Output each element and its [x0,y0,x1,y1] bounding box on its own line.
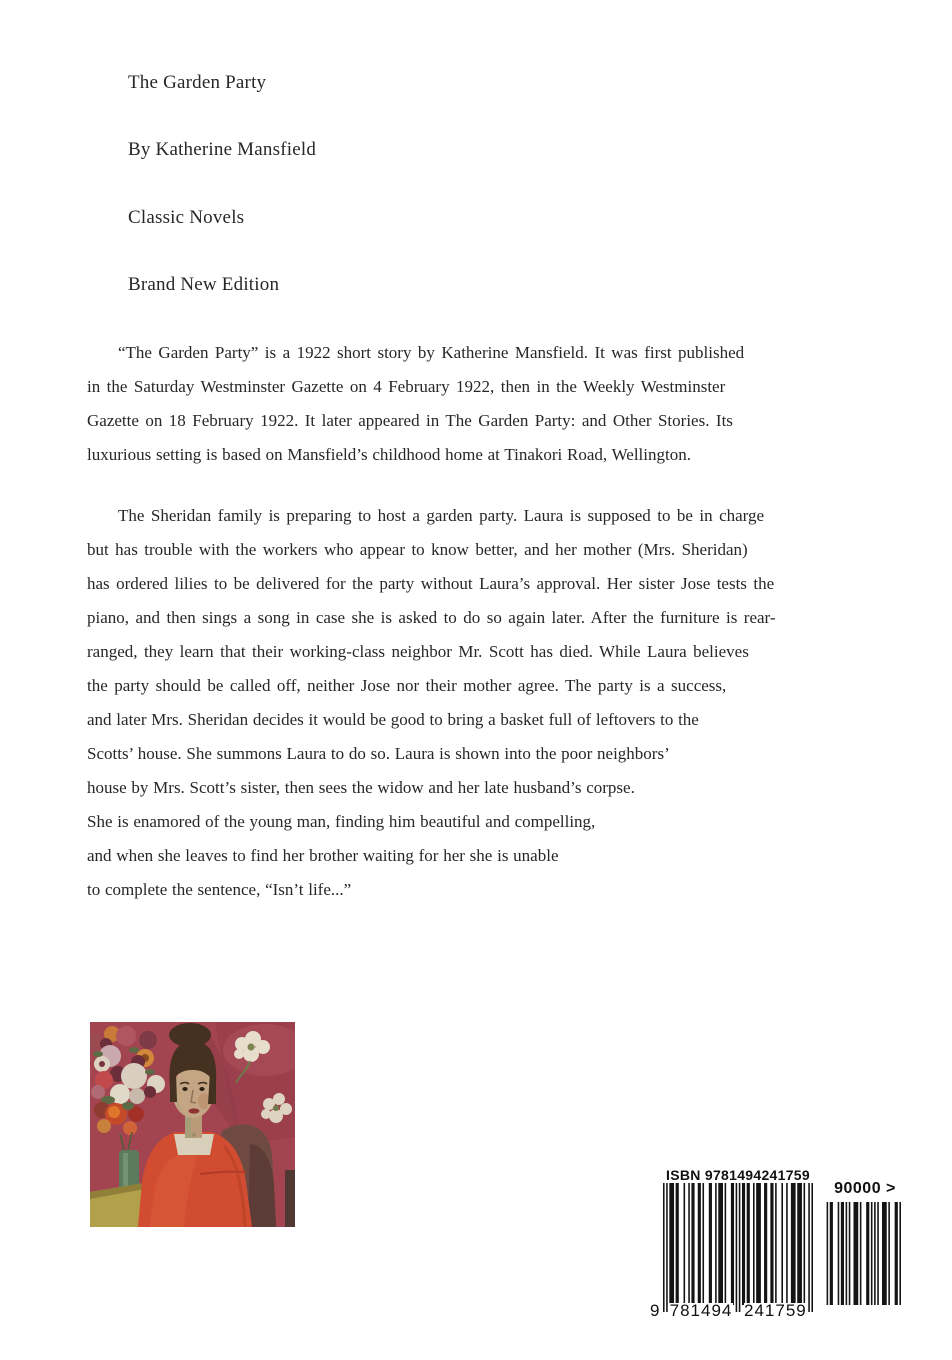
text-line: ranged, they learn that their working-class neighbor Mr. Scott has died. While Laura believes [87,642,749,661]
text-line: luxurious setting is based on Mansfield’s childhood home at Tinakori Road, Wellington. [87,445,691,464]
ean-lead-digit: 9 [650,1301,660,1320]
text-line: piano, and then sings a song in case she is asked to do so again later. After the furniture is rear- [87,608,776,627]
text-line: has ordered lilies to be delivered for the party without Laura’s approval. Her sister Jose tests the [87,574,775,593]
ean13-barcode [663,1183,813,1312]
ean5-supplement-barcode [825,1202,901,1305]
text-line: Scotts’ house. She summons Laura to do so. Laura is shown into the poor neighbors’ [87,744,670,763]
text-line: The Sheridan family is preparing to host a garden party. Laura is supposed to be in charge [118,506,765,525]
text-line: Gazette on 18 February 1922. It later appeared in The Garden Party: and Other Stories. Its [87,411,733,430]
text-line: in the Saturday Westminster Gazette on 4 February 1922, then in the Weekly Westminster [87,377,726,396]
text-line: “The Garden Party” is a 1922 short story by Katherine Mansfield. It was first published [118,343,745,362]
synopsis-paragraph-2 [87,499,887,907]
book-title: The Garden Party [128,72,267,93]
text-line: but has trouble with the workers who appear to know better, and her mother (Mrs. Sheridan) [87,540,748,559]
text-line: the party should be called off, neither Jose nor their mother agree. The party is a success, [87,676,727,695]
barcode-supplement-label: 90000 > [834,1180,896,1197]
text-line: and later Mrs. Sheridan decides it would be good to bring a basket full of leftovers to the [87,710,699,729]
text-line: She is enamored of the young man, finding him beautiful and compelling, [87,812,596,831]
ean-digit-group-1: 781494 [669,1301,733,1320]
isbn-label: ISBN 9781494241759 [666,1167,810,1183]
book-author: By Katherine Mansfield [128,139,317,160]
synopsis-paragraph-1 [87,336,887,472]
text-line: house by Mrs. Scott’s sister, then sees the widow and her late husband’s corpse. [87,778,635,797]
cover-painting [90,1022,295,1227]
book-publisher: Classic Novels [128,207,245,228]
text-line: and when she leaves to find her brother waiting for her she is unable [87,846,559,865]
text-line: to complete the sentence, “Isn’t life...” [87,880,352,899]
ean-digit-group-2: 241759 [744,1301,807,1320]
book-edition: Brand New Edition [128,274,280,295]
